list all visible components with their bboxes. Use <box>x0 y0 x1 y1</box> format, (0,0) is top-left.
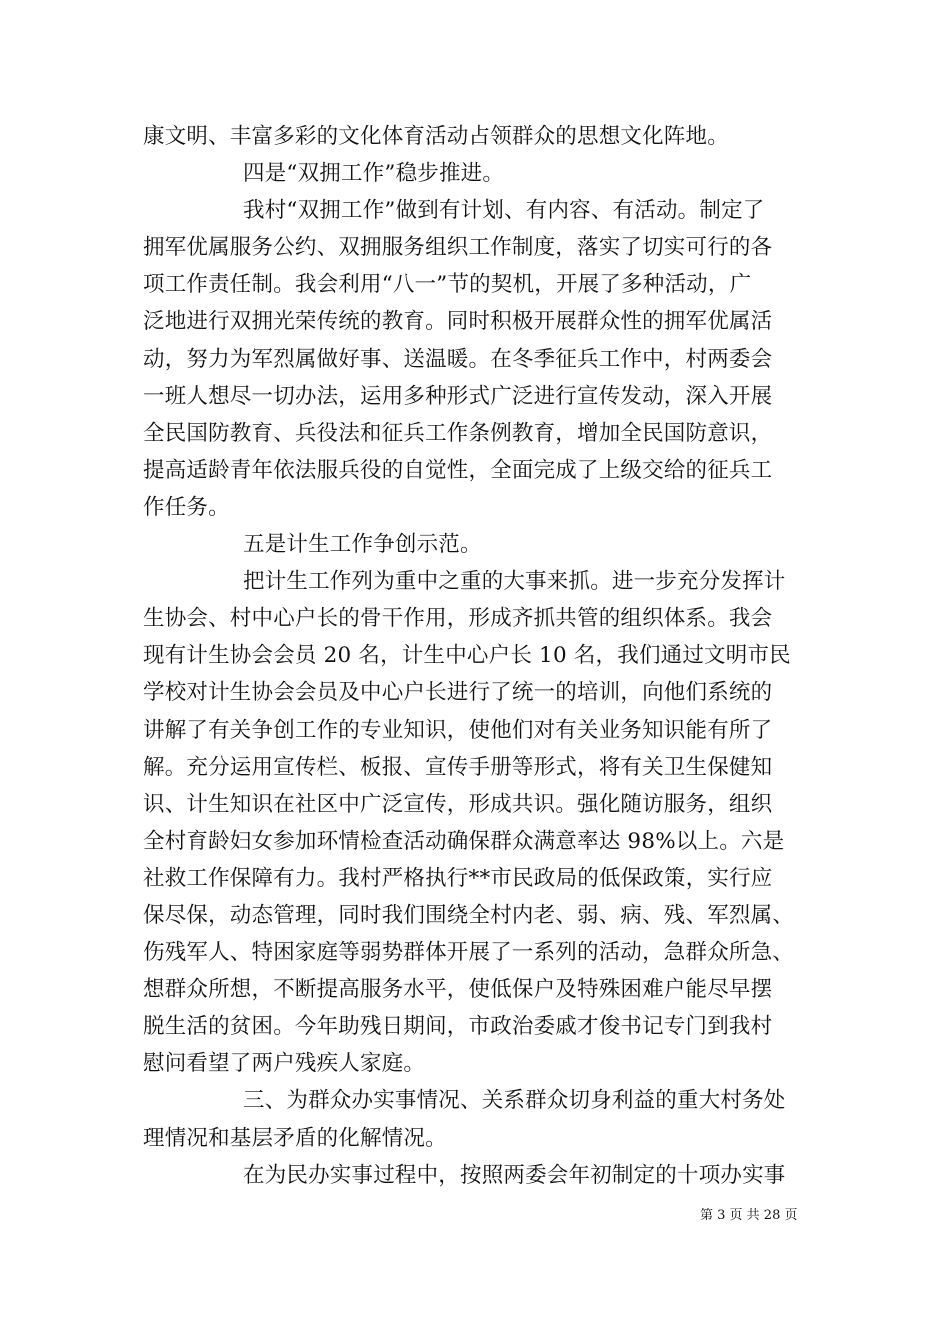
text-line: 现有计生协会会员 20 名，计生中心户长 10 名，我们通过文明市民 <box>143 643 791 669</box>
section-heading: 三、为群众办实事情况、关系群众切身利益的重大村务处 <box>243 1088 786 1114</box>
text-line: 生协会、村中心户长的骨干作用，形成齐抓共管的组织体系。我会 <box>143 606 773 632</box>
page-number: 第 3 页 共 28 页 <box>700 1208 798 1223</box>
section-heading: 四是“双拥工作”稳步推进。 <box>243 161 505 187</box>
text-line: 伤残军人、特困家庭等弱势群体开展了一系列的活动，急群众所急、 <box>143 940 795 966</box>
text-line: 康文明、丰富多彩的文化体育活动占领群众的思想文化阵地。 <box>143 124 729 149</box>
text-line: 动，努力为军烈属做好事、送温暖。在冬季征兵工作中，村两委会 <box>143 346 773 372</box>
text-line: 把计生工作列为重中之重的大事来抓。进一步充分发挥计 <box>243 569 786 595</box>
text-line: 理情况和基层矛盾的化解情况。 <box>143 1125 447 1151</box>
text-line: 保尽保，动态管理，同时我们围绕全村内老、弱、病、残、军烈属、 <box>143 902 795 928</box>
text-line: 项工作责任制。我会利用“八一”节的契机，开展了多种活动，广 <box>143 272 752 298</box>
document-body <box>143 118 829 1194</box>
text-line: 脱生活的贫困。今年助残日期间，市政治委戚才俊书记专门到我村 <box>143 1014 773 1040</box>
text-line: 讲解了有关争创工作的专业知识，使他们对有关业务知识能有所了 <box>143 717 773 743</box>
section-heading: 五是计生工作争创示范。 <box>243 532 482 558</box>
text-line: 提高适龄青年依法服兵役的自觉性，全面完成了上级交给的征兵工 <box>143 457 773 483</box>
text-line: 在为民办实事过程中，按照两委会年初制定的十项办实事 <box>243 1162 786 1188</box>
text-line: 想群众所想，不断提高服务水平，使低保户及特殊困难户能尽早摆 <box>143 977 773 1003</box>
text-line: 拥军优属服务公约、双拥服务组织工作制度，落实了切实可行的各 <box>143 235 773 261</box>
text-line: 解。充分运用宣传栏、板报、宣传手册等形式，将有关卫生保健知 <box>143 754 773 780</box>
text-line: 慰问看望了两户残疾人家庭。 <box>143 1051 426 1077</box>
text-line: 学校对计生协会会员及中心户长进行了统一的培训，向他们系统的 <box>143 680 773 706</box>
text-line: 全村育龄妇女参加环情检查活动确保群众满意率达 98%以上。六是 <box>143 828 785 854</box>
text-line: 一班人想尽一切办法，运用多种形式广泛进行宣传发动，深入开展 <box>143 383 773 409</box>
text-line: 社救工作保障有力。我村严格执行**市民政局的低保政策，实行应 <box>143 865 773 891</box>
text-line: 作任务。 <box>143 494 230 520</box>
text-line: 全民国防教育、兵役法和征兵工作条例教育，增加全民国防意识， <box>143 420 773 446</box>
text-line: 识、计生知识在社区中广泛宣传，形成共识。强化随访服务，组织 <box>143 791 773 817</box>
text-line: 泛地进行双拥光荣传统的教育。同时积极开展群众性的拥军优属活 <box>143 309 773 335</box>
text-line: 我村“双拥工作”做到有计划、有内容、有活动。制定了 <box>243 198 765 224</box>
